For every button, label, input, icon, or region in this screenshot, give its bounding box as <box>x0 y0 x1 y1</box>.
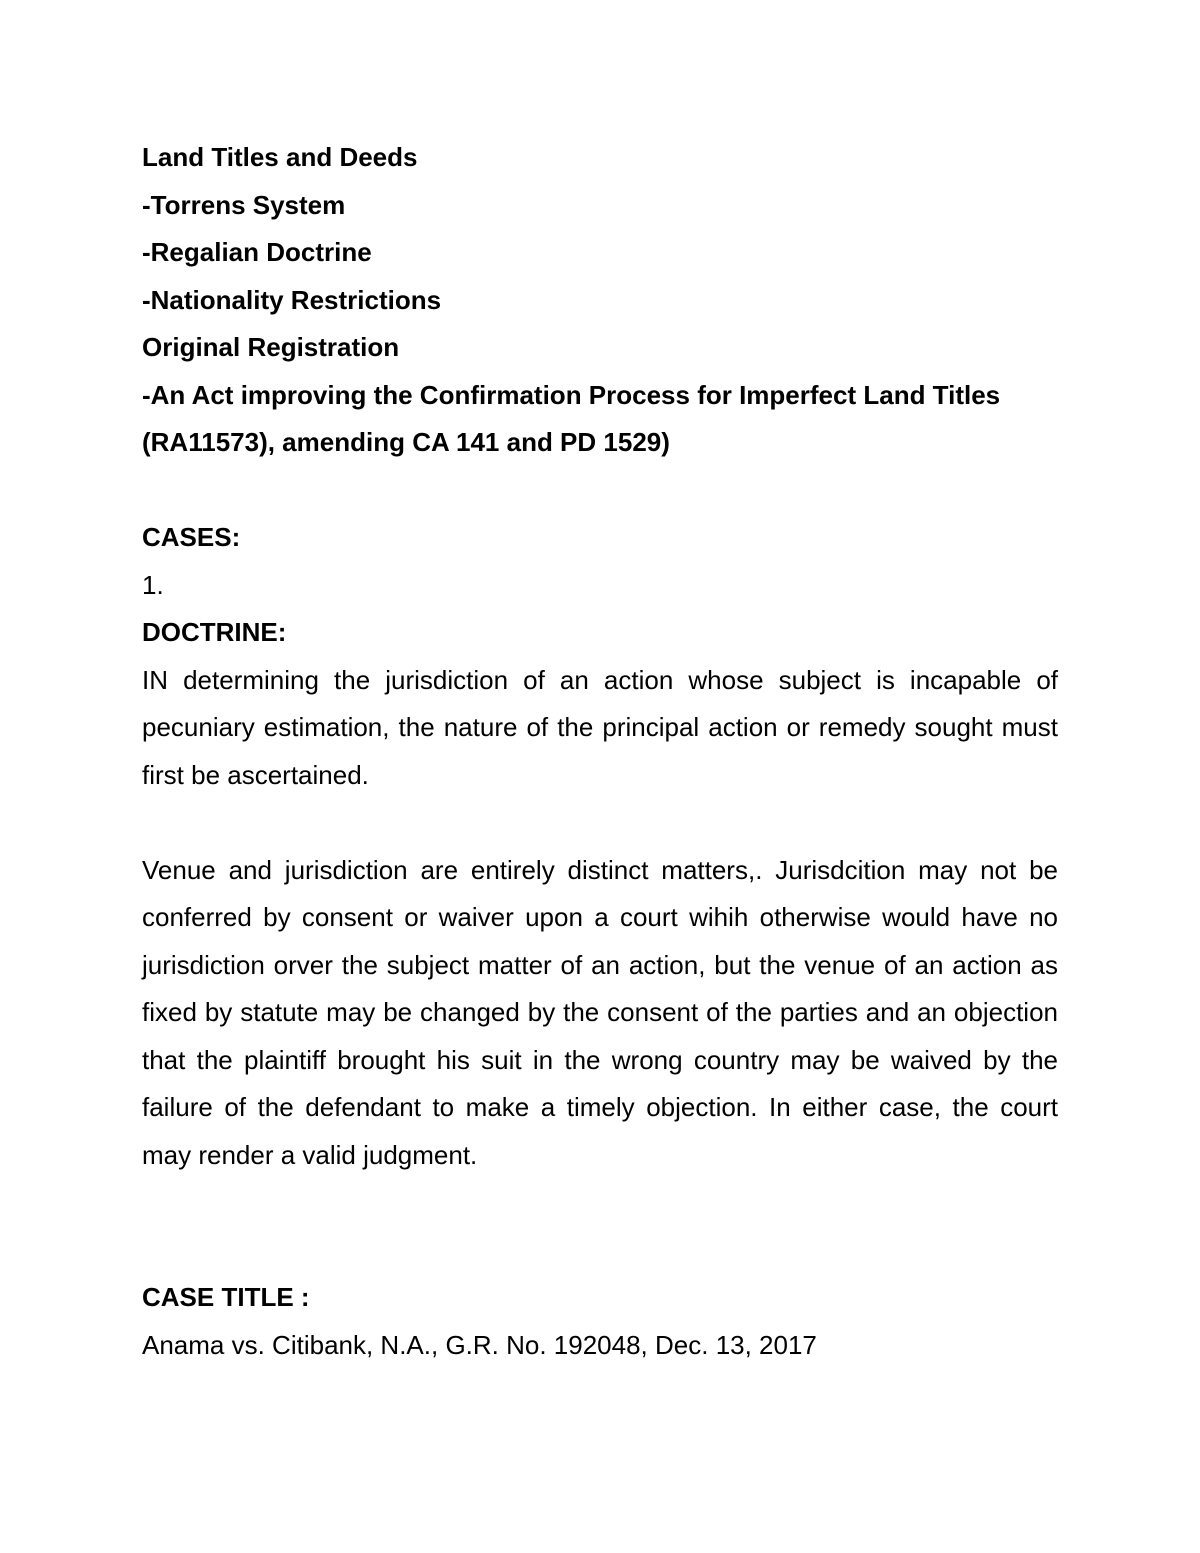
case-title-value: Anama vs. Citibank, N.A., G.R. No. 192048, Dec. 13, 2017 <box>142 1329 817 1360</box>
topic-heading: Land Titles and Deeds <box>142 142 418 172</box>
act-line-1: -An Act improving the Confirmation Process for Imperfect Land Titles <box>142 379 1001 410</box>
doctrine-paragraph-1: IN determining the jurisdiction of an action whose subject is incapable of pecuniary estimation, the nature of the principal action or remedy sought must first be ascertained. <box>142 664 1058 790</box>
case-number: 1. <box>142 569 164 600</box>
spacer <box>142 467 1058 515</box>
topic-item-torrens: -Torrens System <box>142 189 346 220</box>
topic-item-nationality: -Nationality Restrictions <box>142 284 442 315</box>
spacer <box>142 1179 1058 1274</box>
doctrine-paragraph-2: Venue and jurisdiction are entirely distinct matters,. Jurisdcition may not be conferred by consent or waiver upon a court wihih otherwise would have no jurisdiction orver the subject matter of an action, but the venue of an action as fixed by statute may be changed by the consent of the parties and an objection that the plaintiff brought his suit in the wrong country may be waived by the failure of the defendant to make a timely objection. In either case, the court may render a valid judgment. <box>142 854 1058 1170</box>
topic-item-regalian: -Regalian Doctrine <box>142 237 372 267</box>
case-title-heading: CASE TITLE : <box>142 1282 310 1312</box>
original-registration-heading: Original Registration <box>142 332 400 362</box>
document-body <box>142 134 1058 1369</box>
cases-heading: CASES: <box>142 522 241 552</box>
spacer <box>142 799 1058 847</box>
act-line-2: (RA11573), amending CA 141 and PD 1529) <box>142 427 670 457</box>
doctrine-heading: DOCTRINE: <box>142 617 287 647</box>
